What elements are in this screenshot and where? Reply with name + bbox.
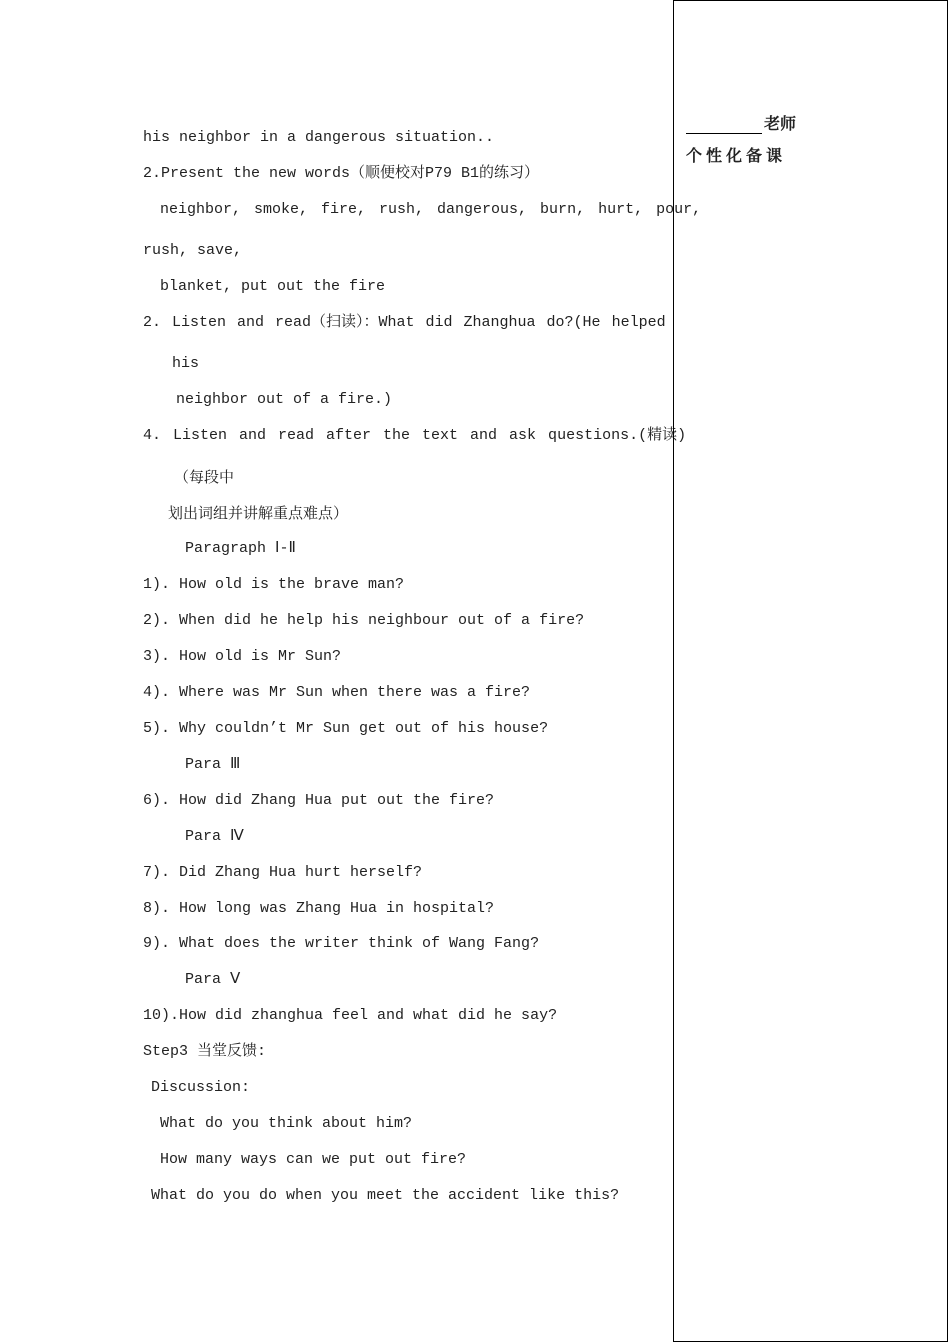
teacher-name-blank xyxy=(686,117,762,134)
text-line: 2.Present the new words（顺便校对P79 B1的练习） xyxy=(143,165,540,182)
text-line: neighbor, smoke, fire, rush, dangerous, burn, hurt, pour, xyxy=(160,201,702,218)
text-line: blanket, put out the fire xyxy=(160,278,386,295)
text-line: neighbor out of a fire.) xyxy=(176,391,393,408)
question: 4). Where was Mr Sun when there was a fire? xyxy=(143,684,531,701)
text-line: 4. Listen and read after the text and ask questions.(精读) xyxy=(143,427,687,444)
text-line: his xyxy=(172,355,200,372)
teacher-notes-column xyxy=(673,0,948,1342)
text-line: his neighbor in a dangerous situation.. xyxy=(143,129,495,146)
question: 5). Why couldn’t Mr Sun get out of his house? xyxy=(143,720,549,737)
step-heading: Step3 当堂反馈: xyxy=(143,1043,267,1060)
section-label: Para Ⅴ xyxy=(185,971,241,988)
question: 10).How did zhanghua feel and what did he say? xyxy=(143,1007,558,1024)
teacher-name-field xyxy=(686,111,796,134)
question: 1). How old is the brave man? xyxy=(143,576,405,593)
teacher-label: 老师 xyxy=(764,114,797,133)
discussion-question: How many ways can we put out fire? xyxy=(160,1151,467,1168)
section-label: Para Ⅳ xyxy=(185,828,244,845)
question: 3). How old is Mr Sun? xyxy=(143,648,342,665)
question: 7). Did Zhang Hua hurt herself? xyxy=(143,864,423,881)
question: 8). How long was Zhang Hua in hospital? xyxy=(143,900,495,917)
personal-prep-label: 个性化备课 xyxy=(686,146,787,165)
text-line: 2. Listen and read（扫读）：What did Zhanghua do?(He helped xyxy=(143,314,666,331)
section-label: Paragraph Ⅰ-Ⅱ xyxy=(185,540,296,557)
discussion-heading: Discussion: xyxy=(151,1079,251,1096)
section-label: Para Ⅲ xyxy=(185,756,241,773)
text-line: （每段中 xyxy=(174,468,235,486)
question: 2). When did he help his neighbour out of a fire? xyxy=(143,612,585,629)
discussion-question: What do you do when you meet the accident like this? xyxy=(151,1187,620,1204)
question: 9). What does the writer think of Wang Fang? xyxy=(143,935,540,952)
text-line: rush, save, xyxy=(143,242,243,259)
text-line: 划出词组并讲解重点难点） xyxy=(168,504,349,522)
question: 6). How did Zhang Hua put out the fire? xyxy=(143,792,495,809)
discussion-question: What do you think about him? xyxy=(160,1115,413,1132)
